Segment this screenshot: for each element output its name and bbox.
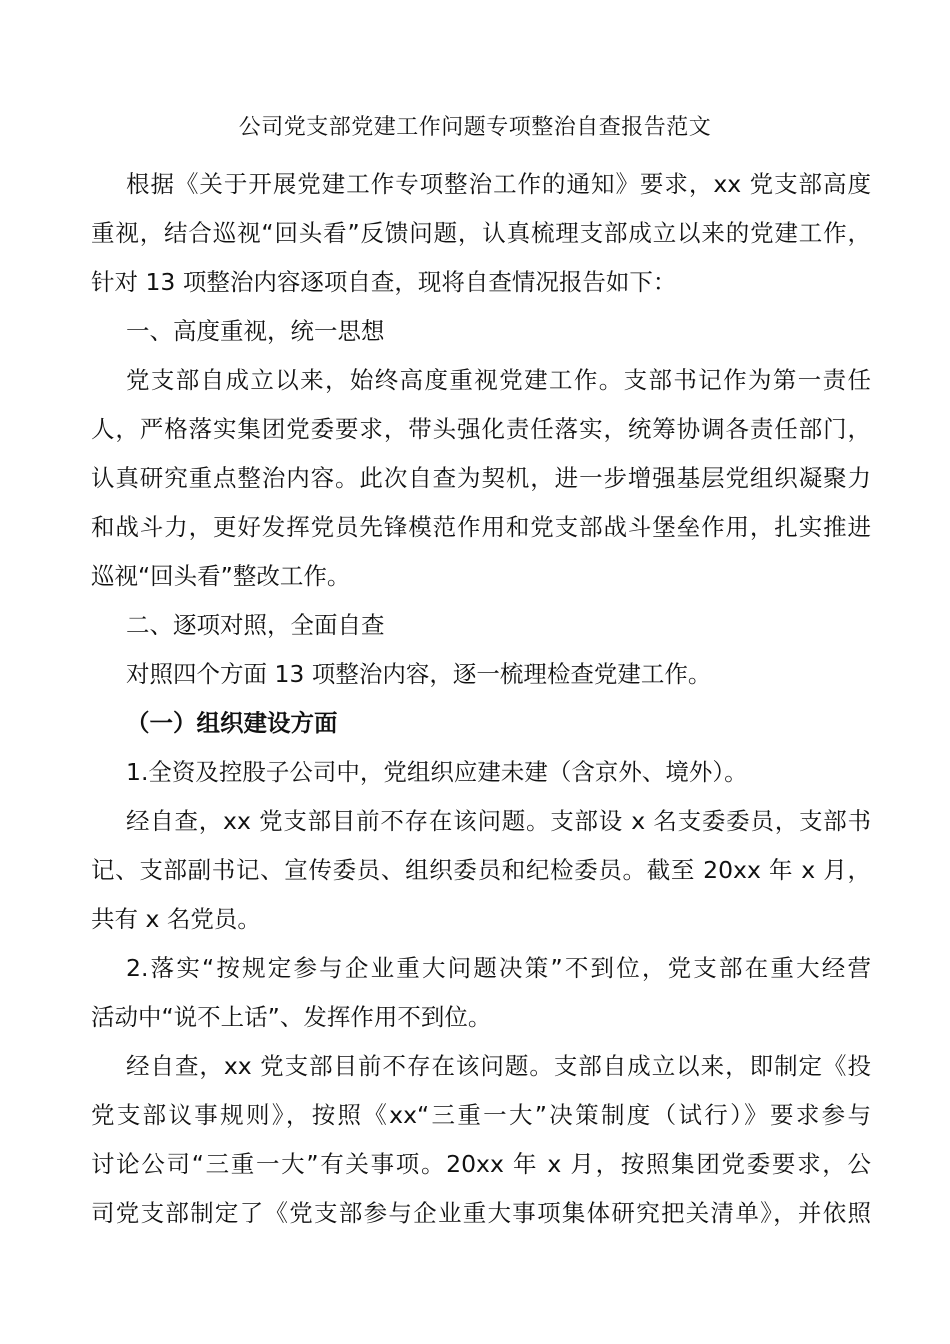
section-heading: 二、逐项对照，全面自查	[126, 611, 385, 639]
paragraph-line: 党支部自成立以来，始终高度重视党建工作。支部书记作为第一责任	[126, 366, 871, 394]
subsection-heading: （一）组织建设方面	[126, 709, 338, 737]
paragraph-line: 和战斗力，更好发挥党员先锋模范作用和党支部战斗堡垒作用，扎实推进	[91, 513, 871, 541]
item-heading: 1.全资及控股子公司中，党组织应建未建（含京外、境外）。	[126, 758, 748, 786]
paragraph-line: 人，严格落实集团党委要求，带头强化责任落实，统筹协调各责任部门，	[91, 415, 871, 443]
paragraph-line: 认真研究重点整治内容。此次自查为契机，进一步增强基层党组织凝聚力	[91, 464, 871, 492]
paragraph-line: 党支部议事规则》，按照《xx“三重一大”决策制度（试行）》要求参与	[91, 1101, 871, 1129]
paragraph-line: 针对 13 项整治内容逐项自查，现将自查情况报告如下：	[91, 268, 677, 296]
paragraph-line: 巡视“回头看”整改工作。	[91, 562, 351, 590]
paragraph-line: 司党支部制定了《党支部参与企业重大事项集体研究把关清单》，并依照	[91, 1199, 871, 1227]
paragraph-line: 根据《关于开展党建工作专项整治工作的通知》要求，xx 党支部高度	[126, 170, 871, 198]
paragraph-line: 共有 x 名党员。	[91, 905, 261, 933]
paragraph-line: 经自查，xx 党支部目前不存在该问题。支部自成立以来，即制定《投	[126, 1052, 871, 1080]
document-title: 公司党支部党建工作问题专项整治自查报告范文	[238, 115, 712, 140]
paragraph-line: 重视，结合巡视“回头看”反馈问题，认真梳理支部成立以来的党建工作，	[91, 219, 871, 247]
paragraph-line: 讨论公司“三重一大”有关事项。20xx 年 x 月，按照集团党委要求，公	[91, 1150, 871, 1178]
paragraph-line: 对照四个方面 13 项整治内容，逐一梳理检查党建工作。	[126, 660, 712, 688]
item-heading: 2.落实“按规定参与企业重大问题决策”不到位，党支部在重大经营	[126, 954, 871, 982]
paragraph-line: 经自查，xx 党支部目前不存在该问题。支部设 x 名支委委员，支部书	[126, 807, 871, 835]
item-heading: 活动中“说不上话”、发挥作用不到位。	[91, 1003, 492, 1031]
paragraph-line: 记、支部副书记、宣传委员、组织委员和纪检委员。截至 20xx 年 x 月，	[91, 856, 871, 884]
section-heading: 一、高度重视，统一思想	[126, 317, 385, 345]
